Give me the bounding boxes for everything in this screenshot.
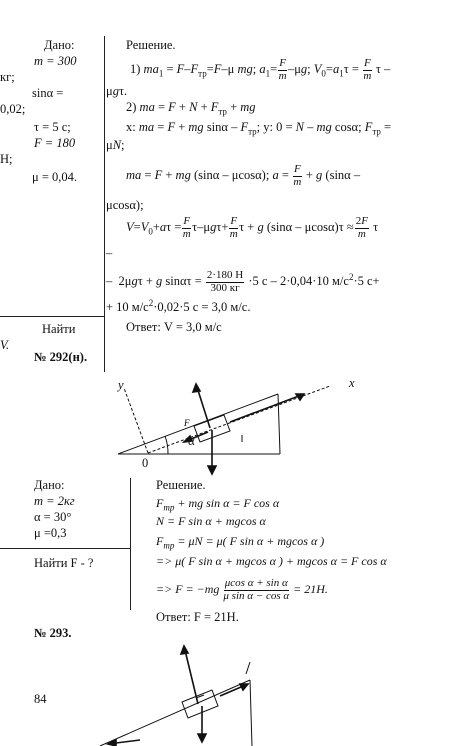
eq292-3: $F_{тр} = \mu N = \mu$( F sin α + mgcos α ) xyxy=(156,534,325,551)
friction-label: F xyxy=(184,418,190,428)
equation-line-3b: μN; xyxy=(106,138,125,152)
incline-diagram-292 xyxy=(90,362,370,480)
given-sin-value: 0,02; xyxy=(0,102,26,116)
origin-label: 0 xyxy=(142,456,149,470)
equation-line-2: 2) ma = $F + N + F_{тр}$ + mg xyxy=(126,100,256,117)
equation-line-6: – 2μgτ + g sinατ = $\frac{2\cdot 180 Н}{300 кг}$ ·5 с – 2·0,04·10 $м/с^2\cdot 5$ с+ xyxy=(106,269,380,294)
problem-header-292: № 292(н). xyxy=(34,350,88,364)
given-angle-292: α = 30° xyxy=(34,510,72,524)
given-mu-292: μ =0,3 xyxy=(34,526,67,540)
y-axis xyxy=(124,388,148,453)
equation-line-4: ma = F + mg (sinα – μcosα); a = $\frac{F}{m}$ + g (sinα – xyxy=(126,163,361,188)
normal-arrow-293 xyxy=(184,646,198,704)
problem-header-293: № 293. xyxy=(34,626,72,640)
given-mass-unit: кг; xyxy=(0,70,15,84)
divider-vertical-291 xyxy=(104,36,105,372)
solution-label-292: Решение. xyxy=(156,478,206,492)
divider-horizontal-292 xyxy=(0,548,130,549)
given-mass-292: m = 2кг xyxy=(34,494,75,508)
axis-x-label: x xyxy=(349,376,355,390)
incline-surface xyxy=(118,394,278,454)
find-292: Найти F - ? xyxy=(34,556,94,570)
angle-arc xyxy=(165,436,168,454)
block-293 xyxy=(182,690,218,718)
equation-line-5b: – xyxy=(106,246,113,260)
given-tau: τ = 5 с; xyxy=(34,120,71,134)
equation-line-1b: μgτ. xyxy=(106,84,128,98)
eq292-1: $F_{тр}$ + mg sin α = F cos α xyxy=(156,496,280,513)
incline-diagram-293 xyxy=(90,640,290,746)
given-sin: sinα = xyxy=(32,86,64,100)
given-label-292: Дано: xyxy=(34,478,65,492)
incline-wall-293 xyxy=(250,680,252,746)
answer-291: Ответ: V = 3,0 м/с xyxy=(126,320,222,334)
equation-line-3: x: ma = F + mg sinα – $F_{тр}$; y: 0 = N – mg cosα; $F_{тр}$ = xyxy=(126,120,392,137)
given-force: F = 180 xyxy=(34,136,76,150)
page-number: 84 xyxy=(34,692,47,706)
equation-line-6b: + 10 $м/с^2\cdot 0,02\cdot 5$ с = 3,0 м/с. xyxy=(106,298,251,315)
divider-vertical-292 xyxy=(130,478,131,610)
given-label-291: Дано: xyxy=(44,38,75,52)
equation-line-5: $V=V_0+a\tau$ = $\frac{F}{m}$ τ–μgτ+ $\frac{F}{m}$ τ + g (sinα – μcosα)τ ≈ $\frac{2F}{m}$ τ xyxy=(126,215,379,240)
axis-y-label: y xyxy=(118,378,124,392)
equation-line-1: 1) $ma_1 = F-F_{тр}=F-\mu$ mg; $a_1=$ $\frac{F}{m}$ –μg; $V_0=a_1\tau$ = $\frac{F}{m}$ τ – xyxy=(130,57,391,82)
find-var-291: V. xyxy=(0,338,10,352)
divider-horizontal-291 xyxy=(0,316,104,317)
solution-label-291: Решение. xyxy=(126,38,176,52)
incline-surface-293 xyxy=(100,680,250,746)
equation-line-4b: μcosα); xyxy=(106,198,144,212)
find-label-291: Найти xyxy=(42,322,76,336)
eq292-5: => F = −mg $\frac{\text{μcos α + sin α}}{\text{μ sin α − cos α}}$ = 21H. xyxy=(156,577,328,602)
given-mass: m = 300 xyxy=(34,54,77,68)
eq292-2: N = F sin α + mgcos α xyxy=(156,514,266,528)
eq292-4: => μ( F sin α + mgcos α ) + mgcos α = F cos α xyxy=(156,554,387,568)
answer-292: Ответ: F = 21Н. xyxy=(156,610,239,624)
angle-label: α xyxy=(188,434,195,448)
given-force-unit: Н; xyxy=(0,152,13,166)
given-mu: μ = 0,04. xyxy=(32,170,78,184)
